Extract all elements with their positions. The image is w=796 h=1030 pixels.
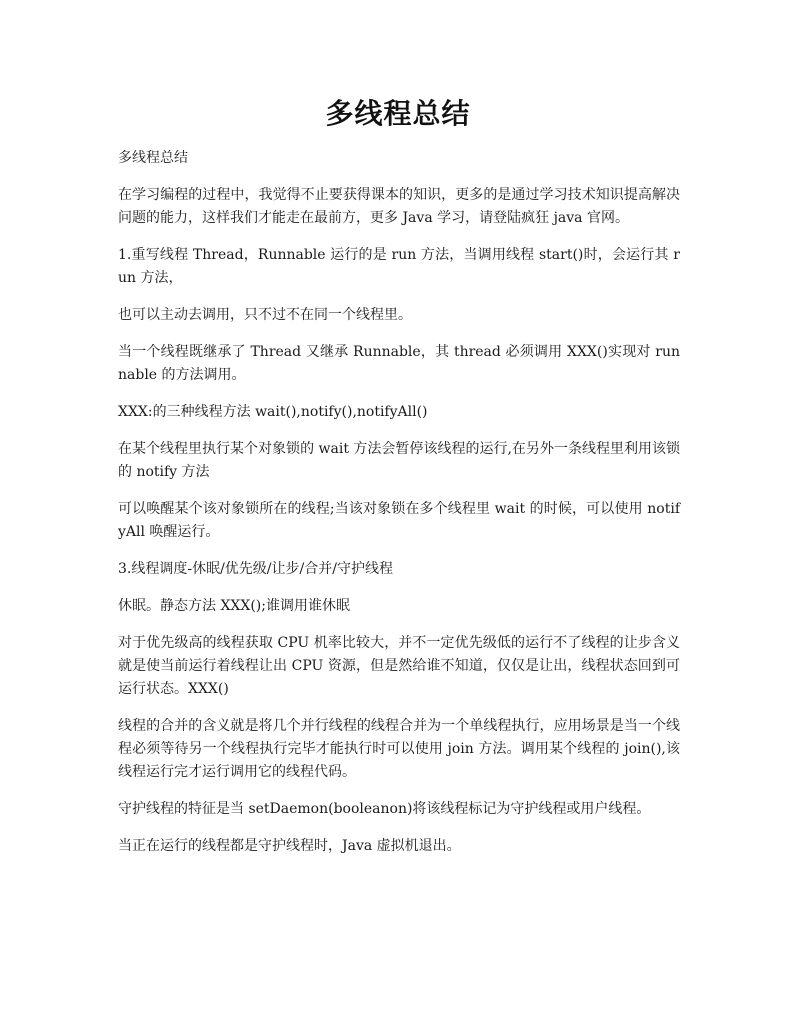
document-title: 多线程总结 <box>325 97 471 130</box>
paragraph: 可以唤醒某个该对象锁所在的线程;当该对象锁在多个线程里 wait 的时候，可以使用 notifyAll 唤醒运行。 <box>118 501 680 540</box>
paragraph: 线程的合并的含义就是将几个并行线程的线程合并为一个单线程执行，应用场景是当一个线程必须等待另一个线程执行完毕才能执行时可以使用 join 方法。调用某个线程的 join(),该线程运行完才运行调用它的线程代码。 <box>118 718 680 780</box>
paragraph: 当一个线程既继承了 Thread 又继承 Runnable，其 thread 必须调用 XXX()实现对 runnable 的方法调用。 <box>118 344 680 383</box>
paragraph: 休眠。静态方法 XXX();谁调用谁休眠 <box>118 598 350 614</box>
paragraph: 对于优先级高的线程获取 CPU 机率比较大，并不一定优先级低的运行不了线程的让步含义就是使当前运行着线程让出 CPU 资源，但是然给谁不知道，仅仅是让出，线程状态回到可运行状态。XXX() <box>118 635 680 697</box>
paragraph: 也可以主动去调用，只不过不在同一个线程里。 <box>118 307 412 323</box>
paragraph: 1.重写线程 Thread，Runnable 运行的是 run 方法，当调用线程 start()时，会运行其 run 方法， <box>118 247 680 286</box>
paragraph: XXX:的三种线程方法 wait(),notify(),notifyAll() <box>118 404 428 420</box>
paragraph: 3.线程调度-休眠/优先级/让步/合并/守护线程 <box>118 561 393 577</box>
document-body <box>118 147 680 872</box>
paragraph: 在学习编程的过程中，我觉得不止要获得课本的知识，更多的是通过学习技术知识提高解决问题的能力，这样我们才能走在最前方，更多 Java 学习，请登陆疯狂 java 官网。 <box>118 187 680 226</box>
paragraph: 在某个线程里执行某个对象锁的 wait 方法会暂停该线程的运行,在另外一条线程里利用该锁的 notify 方法 <box>118 441 680 480</box>
paragraph: 守护线程的特征是当 setDaemon(booleanon)将该线程标记为守护线程或用户线程。 <box>118 801 651 817</box>
paragraph: 当正在运行的线程都是守护线程时，Java 虚拟机退出。 <box>118 838 461 854</box>
paragraph: 多线程总结 <box>118 150 188 166</box>
